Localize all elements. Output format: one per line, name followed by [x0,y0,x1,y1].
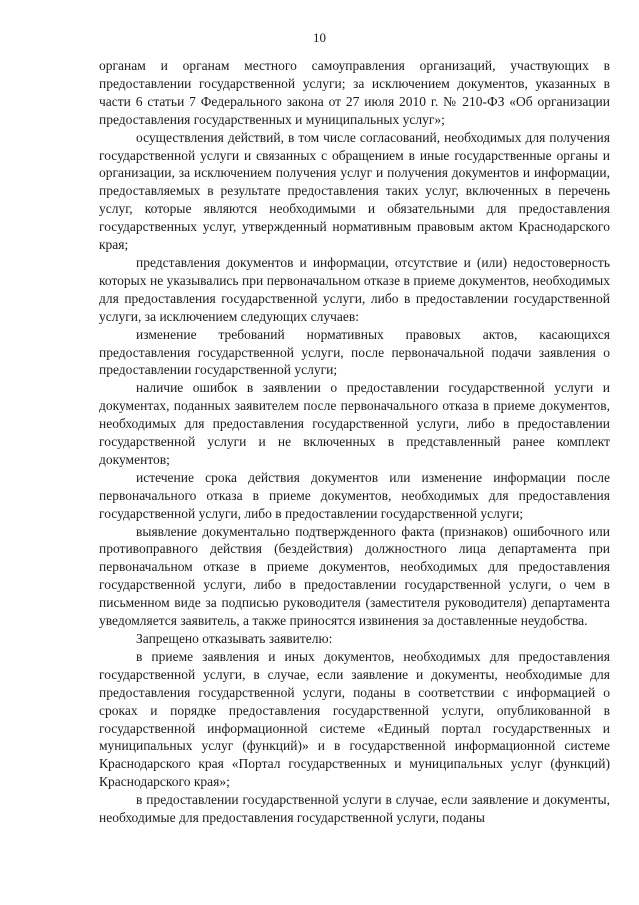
paragraph-prohibited-heading: Запрещено отказывать заявителю: [136,631,333,646]
paragraph-reception-refusal: в приеме заявления и иных документов, необходимых для предоставления государственной услуги, в случае, если заявление и документы, необходимые для предоставления государственной услуги, поданы в соответствии с информацией о сроках и порядке предоставления государственной услуги, опубликованной в государственной информационной системе «Единый портал государственных и муниципальных услуг (функций)» и в государственной информационной системе Краснодарского края «Портал государственных и муниципальных услуг (функций) Краснодарского края»; [99,648,610,790]
paragraph-expiry: истечение срока действия документов или изменение информации после первоначального отказа в приеме документов, необходимых для предоставления государственной услуги, либо в предоставлении государственной услуги; [99,469,610,521]
paragraph-service-refusal: в предоставлении государственной услуги в случае, если заявление и документы, необходимые для предоставления государственной услуги, поданы [99,792,610,826]
paragraph-documents: представления документов и информации, отсутствие и (или) недостоверность которых не указывались при первоначальном отказе в приеме документов, необходимых для предоставления государственной услуги, либо в предоставлении государственной услуги, за исключением следующих случаев: [99,254,610,324]
paragraph-requirements-change: изменение требований нормативных правовых актов, касающихся предоставления государственной услуги, после первоначальной подачи заявления о предоставлении государственной услуги; [99,326,610,378]
paragraph-actions: осуществления действий, в том числе согласований, необходимых для получения государственной услуги и связанных с обращением в иные государственные органы и организации, за исключением получения услуг и получения документов и информации, предоставляемых в результате предоставления таких услуг, включенных в перечень услуг, которые являются необходимыми и обязательными для предоставления государственных услуг, утвержденный нормативным правовым актом Краснодарского края; [99,129,610,253]
document-body [99,57,610,827]
page-number: 10 [313,30,326,45]
paragraph-misconduct: выявление документально подтвержденного факта (признаков) ошибочного или противоправного действия (бездействия) должностного лица департамента при первоначальном отказе в приеме документов, необходимых для предоставления государственной услуги, либо в предоставлении государственной услуги, о чем в письменном виде за подписью руководителя (заместителя руководителя) департамента уведомляется заявитель, а также приносятся извинения за доставленные неудобства. [99,523,610,629]
paragraph-continuation: органам и органам местного самоуправления организаций, участвующих в предоставлении государственной услуги; за исключением документов, указанных в части 6 статьи 7 Федерального закона от 27 июля 2010 г. № 210-ФЗ «Об организации предоставления государственных и муниципальных услуг»; [99,58,610,127]
paragraph-errors: наличие ошибок в заявлении о предоставлении государственной услуги и документах, поданных заявителем после первоначального отказа в приеме документов, необходимых для предоставления государственной услуги, либо в предоставлении государственной услуги и не включенных в представленный ранее комплект документов; [99,380,610,467]
